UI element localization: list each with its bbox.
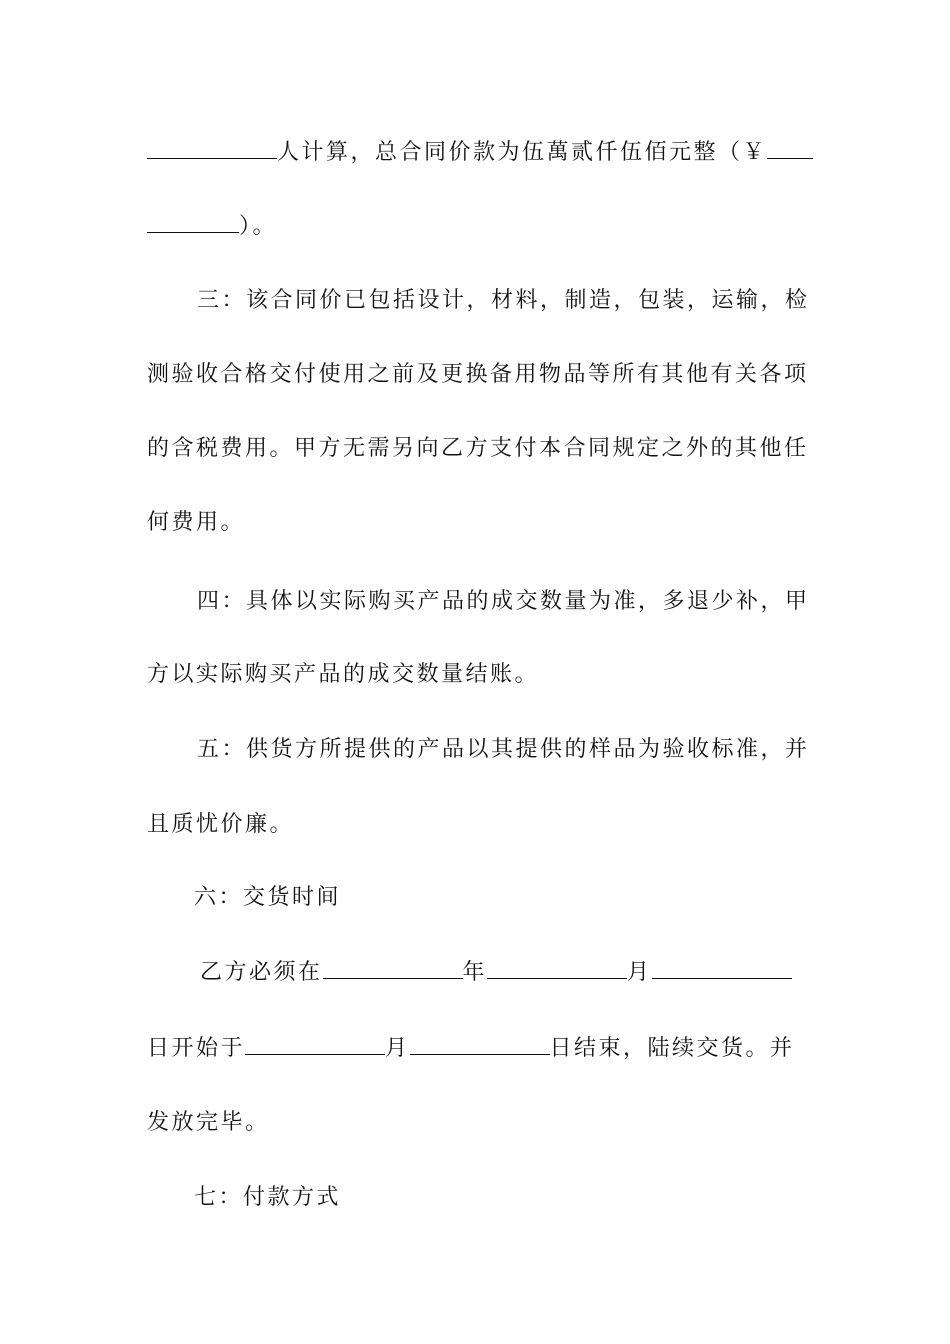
clause3-line2: 测验收合格交付使用之前及更换备用物品等所有其他有关各项 <box>147 362 809 387</box>
clause3-line3: 的含税费用。甲方无需另向乙方支付本合同规定之外的其他任 <box>147 436 809 461</box>
blank-field <box>652 958 792 979</box>
clause6-line1 <box>147 958 807 988</box>
price-close-text: ）。 <box>239 214 278 239</box>
price-line <box>147 138 807 168</box>
clause5-line1: 五：供货方所提供的产品以其提供的样品为验收标准，并 <box>197 737 810 762</box>
blank-field <box>487 958 627 979</box>
clause5-line2: 且质忧价廉。 <box>147 812 295 837</box>
clause4-line2: 方以实际购买产品的成交数量结账。 <box>147 662 540 687</box>
clause6-text: 日开始于 <box>147 1036 246 1061</box>
clause3-line1: 三：该合同价已包括设计，材料，制造，包装，运输，检 <box>197 288 810 313</box>
blank-field <box>245 1034 385 1055</box>
year-label: 年 <box>462 960 488 985</box>
price-line-cont <box>147 212 807 242</box>
clause6-line2 <box>147 1034 807 1064</box>
clause4-line1: 四：具体以实际购买产品的成交数量为准，多退少补，甲 <box>197 589 810 614</box>
blank-field <box>410 1034 550 1055</box>
month-label: 月 <box>385 1036 410 1061</box>
blank-field <box>147 212 239 233</box>
month-label: 月 <box>627 960 652 985</box>
clause6-heading: 六：交货时间 <box>194 885 342 910</box>
blank-field <box>767 138 813 159</box>
clause7-heading: 七：付款方式 <box>194 1185 342 1210</box>
blank-field <box>323 958 463 979</box>
clause6-text: 日结束，陆续交货。并 <box>549 1036 795 1061</box>
clause3-line4: 何费用。 <box>147 510 246 535</box>
clause6-text: 乙方必须在 <box>200 960 323 985</box>
price-text: 人计算，总合同价款为伍萬贰仟伍佰元整（￥ <box>277 140 768 165</box>
blank-field <box>147 138 277 159</box>
clause6-line3: 发放完毕。 <box>147 1110 270 1135</box>
